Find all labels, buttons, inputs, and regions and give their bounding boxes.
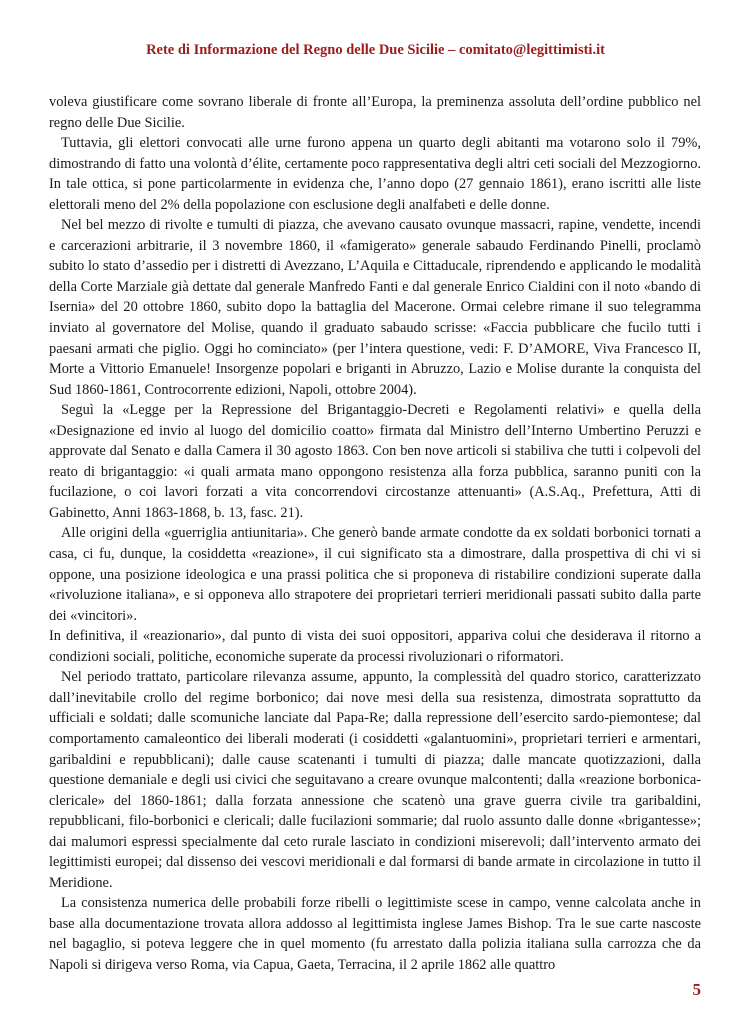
page-number: 5: [692, 980, 701, 999]
paragraph: Nel bel mezzo di rivolte e tumulti di piazza, che avevano causato ovunque massacri, rapine, vendette, incendi e carcerazioni arbitrarie, il 3 novembre 1860, il «famigerato» generale sabaudo Ferdinando Pinelli, proclamò subito lo stato d’assedio per i distretti di Avezzano, L’Aquila e Cittaducale, riprendendo e applicando le modalità della Corte Marziale già dettate dal generale Manfredo Fanti e dal generale Enrico Cialdini con il noto «bando di Isernia» del 20 ottobre 1860, subito dopo la battaglia del Macerone. Ormai celebre rimane il suo telegramma inviato al governatore del Molise, quando il graduato sabaudo scrisse: «Faccia pubblicare che fucilo tutti i paesani armati che piglio. Oggi ho cominciato» (per l’intera questione, vedi: F. D’AMORE, Viva Francesco II, Morte a Vittorio Emanuele! Insorgenze popolari e briganti in Abruzzo, Lazio e Molise durante la conquista del Sud 1860-1861, Controcorrente edizioni, Napoli, ottobre 2004).: [49, 217, 701, 398]
paragraph: Alle origini della «guerriglia antiunitaria». Che generò bande armate condotte da ex soldati borbonici tornati a casa, ci fu, dunque, la cosiddetta «reazione», il cui significato sta a dimostrare, dalla prospettiva di chi vi si oppone, una posizione ideologica e una prassi politica che si proponeva di ristabilire condizioni superate dalla «rivoluzione italiana», e si opponeva allo strapotere dei proprietari terrieri meridionali passati subito dalla parte dei «vincitori».: [49, 525, 701, 624]
paragraph: La consistenza numerica delle probabili forze ribelli o legittimiste scese in campo, venne calcolata anche in base alla documentazione trovata allora addosso al legittimista inglese James Bishop. Tra le sue carte nascoste nel bagaglio, si poteva leggere che in quel momento (fu arrestato dalla polizia italiana sulla carrozza che da Napoli si dirigeva verso Roma, via Capua, Gaeta, Terracina, il 2 aprile 1862 alle quattro: [49, 895, 701, 973]
body-text: [49, 92, 701, 976]
paragraph: Nel periodo trattato, particolare rilevanza assume, appunto, la complessità del quadro storico, caratterizzato dall’inevitabile crollo del regime borbonico; dai nove mesi della sua resistenza, dimostrata soprattutto da ufficiali e soldati; dalle scomuniche lanciate dal Papa-Re; dalla repressione dell’esercito sardo-piemontese; dal comportamento camaleontico dei liberali moderati (i cosiddetti «galantuomini», proprietari terrieri e armentari, garibaldini e repubblicani); dalle cause scatenanti i tumulti di piazza; dalle mancate quotizzazioni, dalla questione demaniale e degli usi civici che seguitavano a creare ovunque malcontenti; dalla «reazione borbonica-clericale» del 1860-1861; dalla forzata annessione che scatenò una grave guerra civile tra garibaldini, repubblicani, filo-borbonici e clericali; dalle fucilazioni sommarie; dal ruolo assunto dalle donne «brigantesse»; dai malumori espressi specialmente dal ceto rurale lasciato in condizioni miserevoli; dall’intervento armato dei legittimisti europei; dal dissenso dei vescovi meridionali e dal formarsi di bande armate in circolazione in tutto il Meridione.: [49, 669, 701, 891]
paragraph: In definitiva, il «reazionario», dal punto di vista dei suoi oppositori, appariva colui che desiderava il ritorno a condizioni sociali, politiche, economiche superate da processi rivoluzionari o riformatori.: [49, 628, 701, 665]
paragraph: Seguì la «Legge per la Repressione del Brigantaggio-Decreti e Regolamenti relativi» e quella della «Designazione ed invio al luogo del domicilio coatto» firmata dal Ministro dell’Interno Umbertino Peruzzi e approvate dal Senato e dalla Camera il 30 agosto 1863. Con ben nove articoli si stabiliva che tutti i colpevoli del reato di brigantaggio: «i quali armata mano oppongono resistenza alla forza pubblica, saranno puniti con la fucilazione, o coi lavori forzati a vita concorrendovi circostanze attenuanti» (A.S.Aq., Prefettura, Atti di Gabinetto, Anni 1863-1868, b. 13, fasc. 21).: [49, 402, 701, 521]
paragraph: Tuttavia, gli elettori convocati alle urne furono appena un quarto degli abitanti ma votarono solo il 79%, dimostrando di fatto una volontà d’élite, certamente poco rappresentativa degli altri ceti sociali del Mezzogiorno. In tale ottica, si pone particolarmente in evidenza che, l’anno dopo (27 gennaio 1861), erano iscritti alle liste elettorali meno del 2% della popolazione con esclusione degli analfabeti e delle donne.: [49, 135, 701, 213]
paragraph: voleva giustificare come sovrano liberale di fronte all’Europa, la preminenza assoluta dell’ordine pubblico nel regno delle Due Sicilie.: [49, 94, 701, 131]
page-header: Rete di Informazione del Regno delle Due Sicilie – comitato@legittimisti.it: [146, 42, 605, 58]
